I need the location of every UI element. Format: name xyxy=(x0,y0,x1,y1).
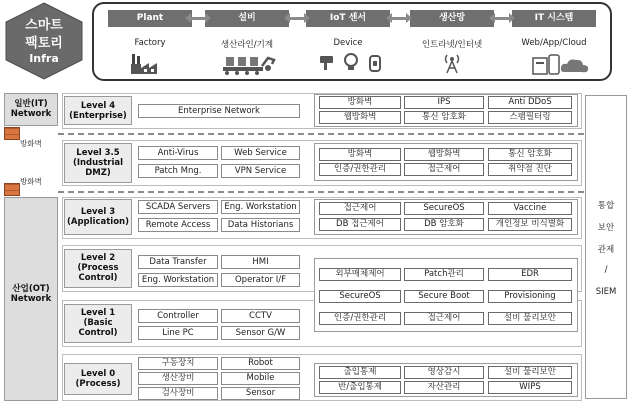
security-box: SecureOS xyxy=(319,290,401,303)
security-box: 통신 암호화 xyxy=(404,111,484,124)
security-box: 설비 물리보안 xyxy=(488,312,572,325)
divider-line xyxy=(58,191,584,193)
double-arrow-icon xyxy=(284,15,310,22)
security-box: 웹방화벽 xyxy=(404,148,484,161)
level2-name: Level 2 (Process Control) xyxy=(64,249,132,288)
system-box: SCADA Servers xyxy=(138,200,218,214)
level3-name: Level 3 (Application) xyxy=(64,199,132,235)
category-label-factory: Factory xyxy=(134,38,166,48)
system-box: Sensor xyxy=(221,387,300,400)
title-line1: 스마트 xyxy=(25,18,63,33)
security-box: 출입통제 xyxy=(319,366,401,379)
security-box: 통신 암호화 xyxy=(488,148,572,161)
it-network-zone: 일반(IT) Network xyxy=(4,93,58,126)
security-box: IPS xyxy=(404,96,484,109)
security-box: EDR xyxy=(488,268,572,281)
system-box: HMI xyxy=(221,255,300,269)
system-box: CCTV xyxy=(221,309,300,323)
category-box-iot-sensor: IoT 센서 xyxy=(306,10,390,27)
security-box: 웹방화벽 xyxy=(319,111,401,124)
ot-network-zone: 산업(OT) Network xyxy=(4,197,58,401)
security-box: 취약점 진단 xyxy=(488,163,572,176)
category-label-device: Device xyxy=(333,38,363,48)
security-box: 반/출입통제 xyxy=(319,381,401,394)
security-box: WIPS xyxy=(488,381,572,394)
system-box: 검사장비 xyxy=(138,387,218,400)
double-arrow-icon xyxy=(489,15,515,22)
system-box: Robot xyxy=(221,357,300,370)
system-box: 구동장치 xyxy=(138,357,218,370)
system-box: Controller xyxy=(138,309,218,323)
security-box: 방화벽 xyxy=(319,96,401,109)
category-box-network: 생산망 xyxy=(410,10,494,27)
system-box: Line PC xyxy=(138,326,218,340)
security-box: Anti DDoS xyxy=(488,96,572,109)
system-box: Sensor G/W xyxy=(221,326,300,340)
firewall-icon xyxy=(4,183,20,196)
double-arrow-icon xyxy=(386,15,412,22)
level1-name: Level 1 (Basic Control) xyxy=(64,304,132,343)
security-box: 영상감시 xyxy=(404,366,484,379)
system-box: Operator I/F xyxy=(221,273,300,287)
siem-line: 통합 xyxy=(597,201,615,211)
firewall-label: 방화벽 xyxy=(20,177,42,186)
security-box: 자산관리 xyxy=(404,381,484,394)
double-arrow-icon xyxy=(185,15,211,22)
siem-line: 관제 xyxy=(597,245,615,255)
system-box: Patch Mng. xyxy=(138,164,218,178)
siem-line: SIEM xyxy=(595,287,617,297)
security-box: 방화벽 xyxy=(319,148,401,161)
system-box: Eng. Workstation xyxy=(221,200,300,214)
firewall-icon xyxy=(4,127,20,140)
security-box: Provisioning xyxy=(488,290,572,303)
security-box: 접근제어 xyxy=(404,312,484,325)
security-box: Vaccine xyxy=(488,202,572,215)
system-box: Mobile xyxy=(221,372,300,385)
level35-name: Level 3.5 (Industrial DMZ) xyxy=(64,143,132,183)
category-box-equipment: 설비 xyxy=(205,10,289,27)
siem-line: 보안 xyxy=(597,223,615,233)
sensor-device-icon xyxy=(318,52,384,74)
security-box: DB 암호화 xyxy=(404,218,484,231)
factory-icon xyxy=(130,52,164,76)
security-box: DB 접근제어 xyxy=(319,218,401,231)
security-box: 인증/권한관리 xyxy=(319,163,401,176)
security-box: 스팸필터링 xyxy=(488,111,572,124)
category-box-plant: Plant xyxy=(108,10,192,27)
system-box: Web Service xyxy=(221,146,300,160)
machine-line-icon xyxy=(222,52,278,76)
category-label-web: Web/App/Cloud xyxy=(521,38,587,48)
security-box: 접근제어 xyxy=(319,202,401,215)
security-box: SecureOS xyxy=(404,202,484,215)
system-box: Eng. Workstation xyxy=(138,273,218,287)
security-box: 접근제어 xyxy=(404,163,484,176)
category-label-line: 생산라인/기계 xyxy=(220,40,274,50)
system-box: VPN Service xyxy=(221,164,300,178)
system-box: Remote Access xyxy=(138,218,218,232)
category-label-network: 인트라넷/인터넷 xyxy=(421,40,483,50)
system-box: 생산장비 xyxy=(138,372,218,385)
security-box: Patch관리 xyxy=(404,268,484,281)
antenna-icon xyxy=(444,52,460,74)
security-box: 개인정보 비식별화 xyxy=(488,218,572,231)
siem-line: / xyxy=(604,265,608,275)
security-box: Secure Boot xyxy=(404,290,484,303)
category-box-it-system: IT 시스템 xyxy=(512,10,596,27)
system-box: Anti-Virus xyxy=(138,146,218,160)
web-app-cloud-icon xyxy=(532,52,592,78)
title-line2: 팩토리 xyxy=(25,36,63,51)
security-box: 설비 물리보안 xyxy=(488,366,572,379)
firewall-label: 방화벽 xyxy=(20,139,42,148)
security-box: 외부매체제어 xyxy=(319,268,401,281)
system-box: Enterprise Network xyxy=(138,104,300,118)
system-box: Data Historians xyxy=(221,218,300,232)
level4-name: Level 4 (Enterprise) xyxy=(64,96,132,125)
security-box: 인증/권한관리 xyxy=(319,312,401,325)
title-line3: Infra xyxy=(29,52,59,65)
divider-line xyxy=(58,133,584,135)
level0-name: Level 0 (Process) xyxy=(64,363,132,395)
system-box: Data Transfer xyxy=(138,255,218,269)
